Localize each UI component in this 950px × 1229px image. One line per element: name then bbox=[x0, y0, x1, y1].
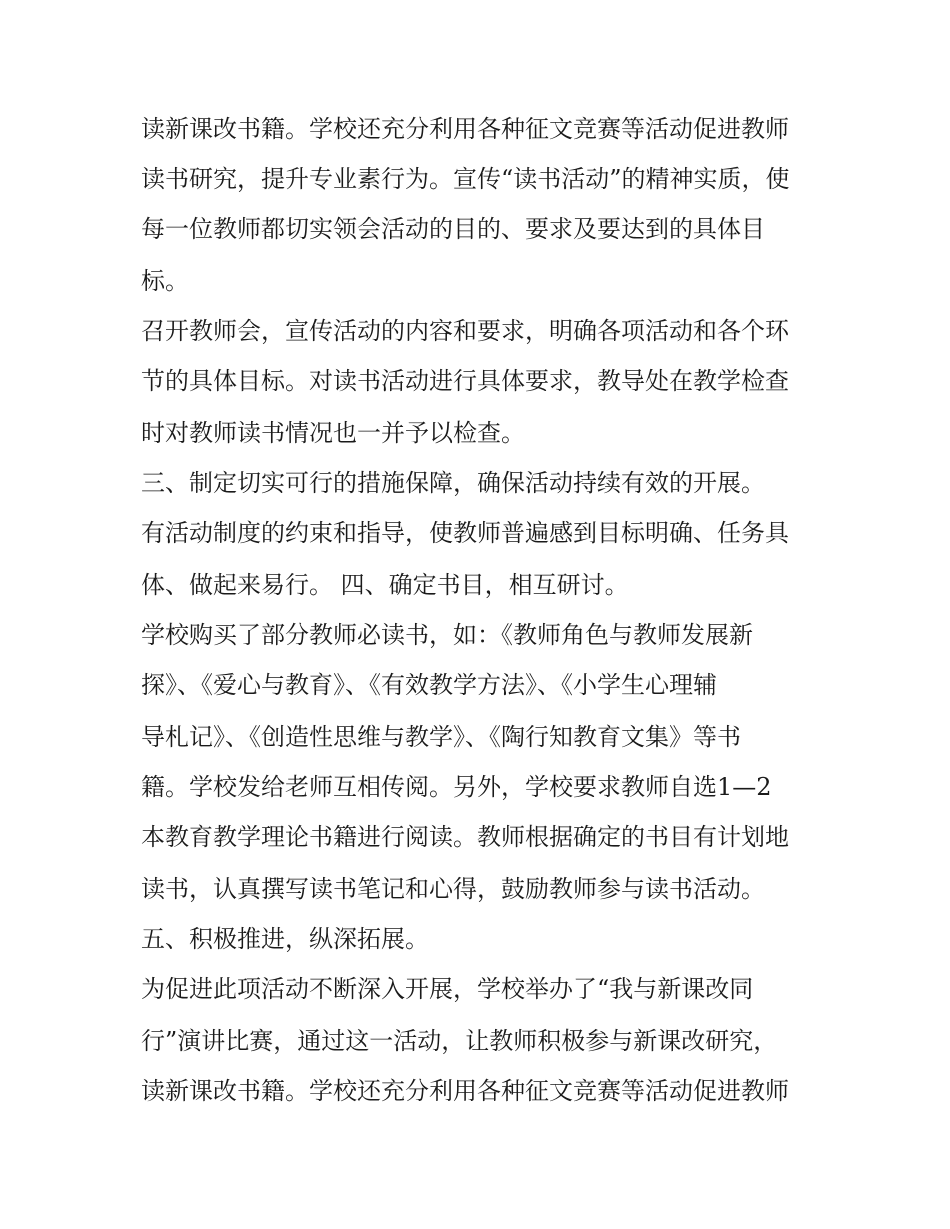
text-line: 时对教师读书情况也一并予以检查。 bbox=[141, 419, 525, 447]
section-heading: 三、制定切实可行的措施保障，确保活动持续有效的开展。 bbox=[141, 469, 765, 497]
text-line: 籍。学校发给老师互相传阅。另外，学校要求教师自选1—2 bbox=[141, 773, 772, 801]
text-line: 行”演讲比赛，通过这一活动，让教师积极参与新课改研究， bbox=[141, 1027, 778, 1055]
text-line: 本教育教学理论书籍进行阅读。教师根据确定的书目有计划地 bbox=[141, 823, 789, 851]
text-line: 导札记》、《创造性思维与教学》、《陶行知教育文集》等书 bbox=[141, 723, 741, 751]
section-heading: 五、积极推进，纵深拓展。 bbox=[141, 925, 429, 953]
text-line: 有活动制度的约束和指导，使教师普遍感到目标明确、任务具 bbox=[141, 519, 789, 547]
text-line: 召开教师会，宣传活动的内容和要求，明确各项活动和各个环 bbox=[141, 317, 789, 345]
text-line: 体、做起来易行。 四、确定书目，相互研讨。 bbox=[141, 571, 629, 599]
text-line: 节的具体目标。对读书活动进行具体要求，教导处在教学检查 bbox=[141, 367, 789, 395]
text-line: 读新课改书籍。学校还充分利用各种征文竞赛等活动促进教师 bbox=[141, 115, 789, 143]
text-line: 读新课改书籍。学校还充分利用各种征文竞赛等活动促进教师 bbox=[141, 1077, 789, 1105]
text-line: 标。 bbox=[141, 267, 189, 295]
text-line: 为促进此项活动不断深入开展，学校举办了“我与新课改同 bbox=[141, 975, 754, 1003]
text-line: 学校购买了部分教师必读书，如：《教师角色与教师发展新 bbox=[141, 621, 753, 649]
text-line: 每一位教师都切实领会活动的目的、要求及要达到的具体目 bbox=[141, 215, 765, 243]
text-line: 读书，认真撰写读书笔记和心得，鼓励教师参与读书活动。 bbox=[141, 875, 765, 903]
text-line: 探》、《爱心与教育》、《有效教学方法》、《小学生心理辅 bbox=[141, 671, 717, 699]
text-line: 读书研究，提升专业素行为。宣传“读书活动”的精神实质，使 bbox=[141, 165, 790, 193]
